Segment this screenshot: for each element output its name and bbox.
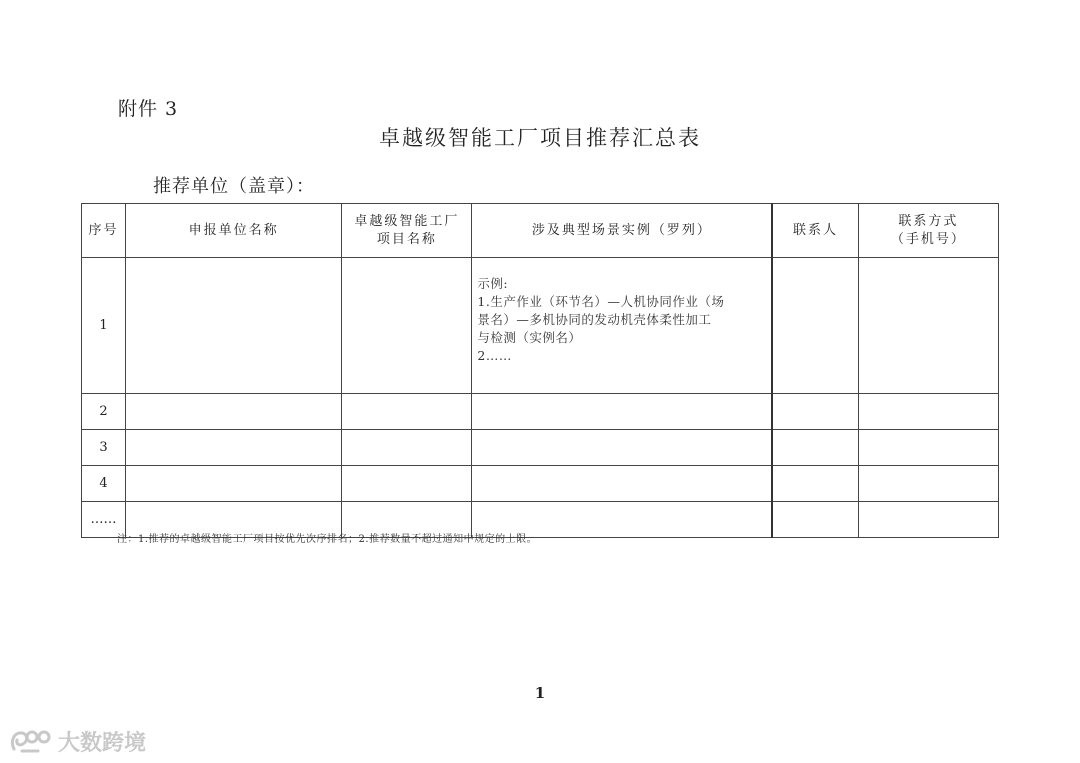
scene-example-line: 2…… (477, 348, 512, 363)
row-seq: 3 (82, 430, 126, 466)
row-phone[interactable] (858, 466, 998, 502)
row-applicant[interactable] (126, 430, 342, 466)
header-phone-line1: 联系方式 (898, 213, 959, 229)
header-seq: 序号 (82, 204, 126, 258)
row-phone[interactable] (858, 430, 998, 466)
header-project-line2: 项目名称 (376, 231, 437, 247)
row-contact[interactable] (772, 502, 858, 538)
header-project (342, 204, 472, 258)
scene-example-line: 景名）—多机协同的发动机壳体柔性加工 (477, 312, 712, 327)
row-seq: 4 (82, 466, 126, 502)
page-number: 1 (534, 684, 546, 702)
watermark-text: 大数跨境 (58, 731, 147, 756)
watermark (8, 726, 146, 757)
table-row (82, 258, 999, 394)
header-project-line1: 卓越级智能工厂 (354, 213, 460, 229)
brand-logo-icon (8, 727, 52, 757)
row-phone[interactable] (858, 394, 998, 430)
recommending-unit-label: 推荐单位（盖章）： (153, 176, 315, 197)
row-applicant[interactable] (126, 394, 342, 430)
scene-example-line: 1.生产作业（环节名）—人机协同作业（场 (477, 294, 725, 309)
scene-example-line: 示例: (477, 276, 509, 291)
row-contact[interactable] (772, 430, 858, 466)
row-seq: …… (82, 502, 126, 538)
row-applicant[interactable] (126, 466, 342, 502)
header-applicant: 申报单位名称 (126, 204, 342, 258)
row-scene-example[interactable] (472, 258, 772, 394)
header-phone (858, 204, 998, 258)
row-contact[interactable] (772, 258, 858, 394)
row-project[interactable] (342, 258, 472, 394)
header-phone-line2: （手机号） (890, 231, 966, 247)
table-header-row (82, 204, 999, 258)
header-contact: 联系人 (772, 204, 858, 258)
table-row (82, 430, 999, 466)
row-scene[interactable] (472, 394, 772, 430)
row-project[interactable] (342, 466, 472, 502)
row-contact[interactable] (772, 394, 858, 430)
row-project[interactable] (342, 430, 472, 466)
row-scene[interactable] (472, 466, 772, 502)
header-scene: 涉及典型场景实例（罗列） (472, 204, 772, 258)
table-note: 注：1.推荐的卓越级智能工厂项目按优先次序排名；2.推荐数量不超过通知中规定的上限。 (117, 534, 538, 545)
row-seq: 1 (82, 258, 126, 394)
row-phone[interactable] (858, 502, 998, 538)
row-applicant[interactable] (126, 258, 342, 394)
page-title: 卓越级智能工厂项目推荐汇总表 (379, 126, 701, 150)
summary-table (81, 203, 999, 538)
scene-example-line: 与检测（实例名） (477, 330, 582, 345)
row-seq: 2 (82, 394, 126, 430)
row-project[interactable] (342, 394, 472, 430)
row-contact[interactable] (772, 466, 858, 502)
table-row (82, 466, 999, 502)
row-scene[interactable] (472, 430, 772, 466)
table-row (82, 394, 999, 430)
attachment-label: 附件 3 (118, 98, 179, 120)
row-phone[interactable] (858, 258, 998, 394)
